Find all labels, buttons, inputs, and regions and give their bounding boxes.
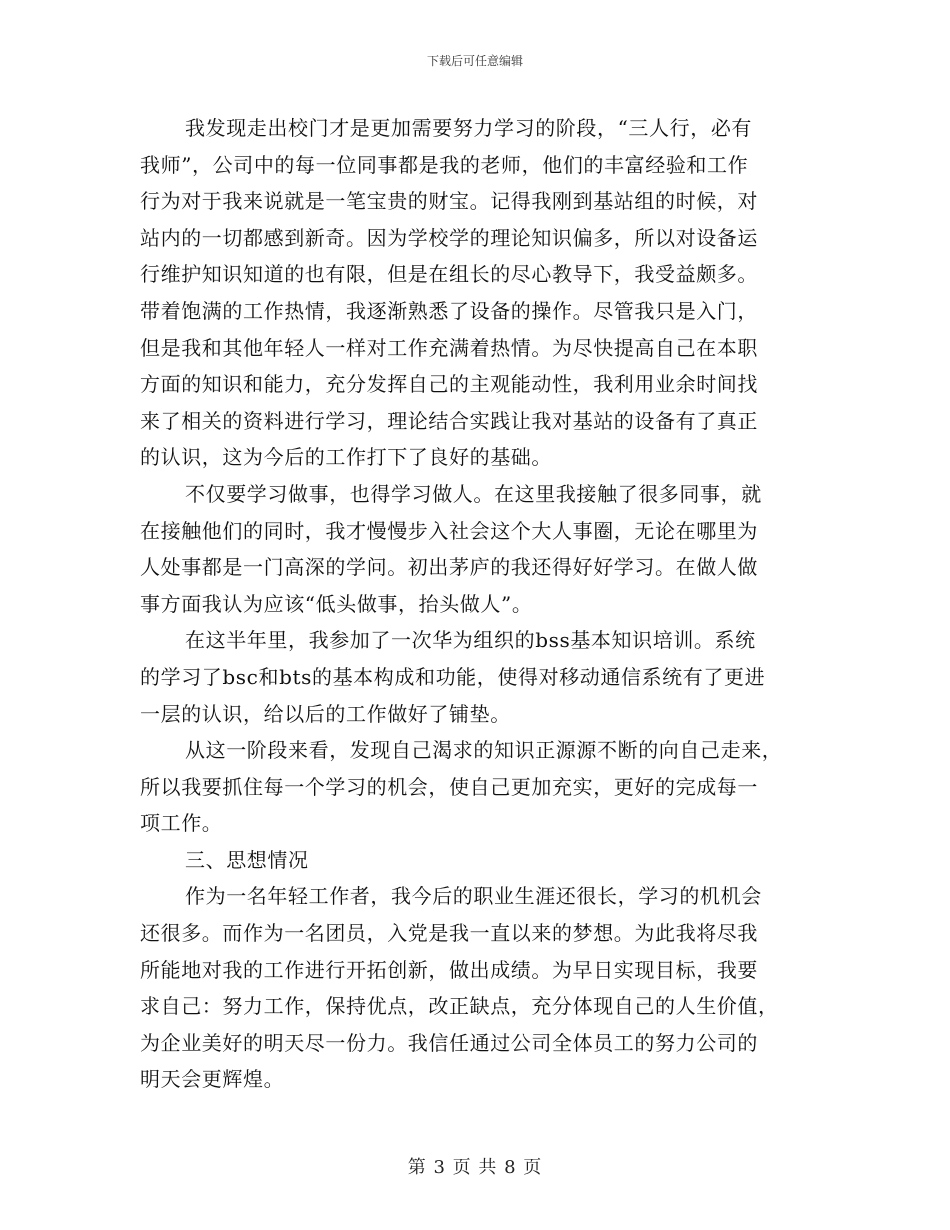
text-line: 不仅要学习做事，也得学习做人。在这里我接触了很多同事，就	[185, 481, 762, 506]
text-line: 在接触他们的同时，我才慢慢步入社会这个大人事圈，无论在哪里为	[140, 518, 758, 543]
text-line: 站内的一切都感到新奇。因为学校学的理论知识偏多，所以对设备运	[140, 225, 758, 250]
text-line: 人处事都是一门高深的学问。初出茅庐的我还得好好学习。在做人做	[140, 555, 758, 580]
document-body	[140, 110, 820, 1098]
text-line: 项工作。	[140, 811, 223, 836]
text-line: 来了相关的资料进行学习，理论结合实践让我对基站的设备有了真正	[140, 408, 758, 433]
text-line: 所以我要抓住每一个学习的机会，使自己更加充实，更好的完成每一	[140, 774, 758, 799]
section-heading: 三、思想情况	[185, 847, 309, 872]
page-header: 下载后可任意编辑	[426, 54, 523, 68]
text-line: 行为对于我来说就是一笔宝贵的财宝。记得我刚到基站组的时候，对	[140, 189, 758, 214]
text-line: 作为一名年轻工作者，我今后的职业生涯还很长，学习的机机会	[185, 884, 762, 909]
text-line: 但是我和其他年轻人一样对工作充满着热情。为尽快提高自己在本职	[140, 335, 758, 360]
text-line: 行维护知识知道的也有限，但是在组长的尽心教导下，我受益颇多。	[140, 262, 758, 287]
text-line: 求自己：努力工作，保持优点，改正缺点，充分体现自己的人生价值，	[140, 994, 779, 1019]
text-line: 一层的认识，给以后的工作做好了铺垫。	[140, 701, 511, 726]
text-line: 我师”，公司中的每一位同事都是我的老师，他们的丰富经验和工作	[140, 152, 749, 177]
text-line: 方面的知识和能力，充分发挥自己的主观能动性，我利用业余时间找	[140, 372, 758, 397]
text-line: 明天会更辉煌。	[140, 1067, 285, 1092]
text-line: 从这一阶段来看，发现自己渴求的知识正源源不断的向自己走来，	[185, 738, 783, 763]
text-line: 事方面我认为应该“低头做事，抬头做人”。	[140, 591, 533, 616]
text-line: 的认识，这为今后的工作打下了良好的基础。	[140, 445, 552, 470]
text-line: 在这半年里，我参加了一次华为组织的bss基本知识培训。系统	[185, 628, 756, 653]
text-line: 为企业美好的明天尽一份力。我信任通过公司全体员工的努力公司的	[140, 1030, 758, 1055]
text-line: 所能地对我的工作进行开拓创新，做出成绩。为早日实现目标，我要	[140, 957, 758, 982]
page-footer: 第 3 页 共 8 页	[407, 1157, 543, 1178]
text-line: 还很多。而作为一名团员，入党是我一直以来的梦想。为此我将尽我	[140, 921, 758, 946]
text-line: 带着饱满的工作热情，我逐渐熟悉了设备的操作。尽管我只是入门，	[140, 298, 758, 323]
text-line: 我发现走出校门才是更加需要努力学习的阶段，“三人行，必有	[185, 116, 753, 140]
text-line: 的学习了bsc和bts的基本构成和功能，使得对移动通信系统有了更进	[140, 664, 766, 689]
